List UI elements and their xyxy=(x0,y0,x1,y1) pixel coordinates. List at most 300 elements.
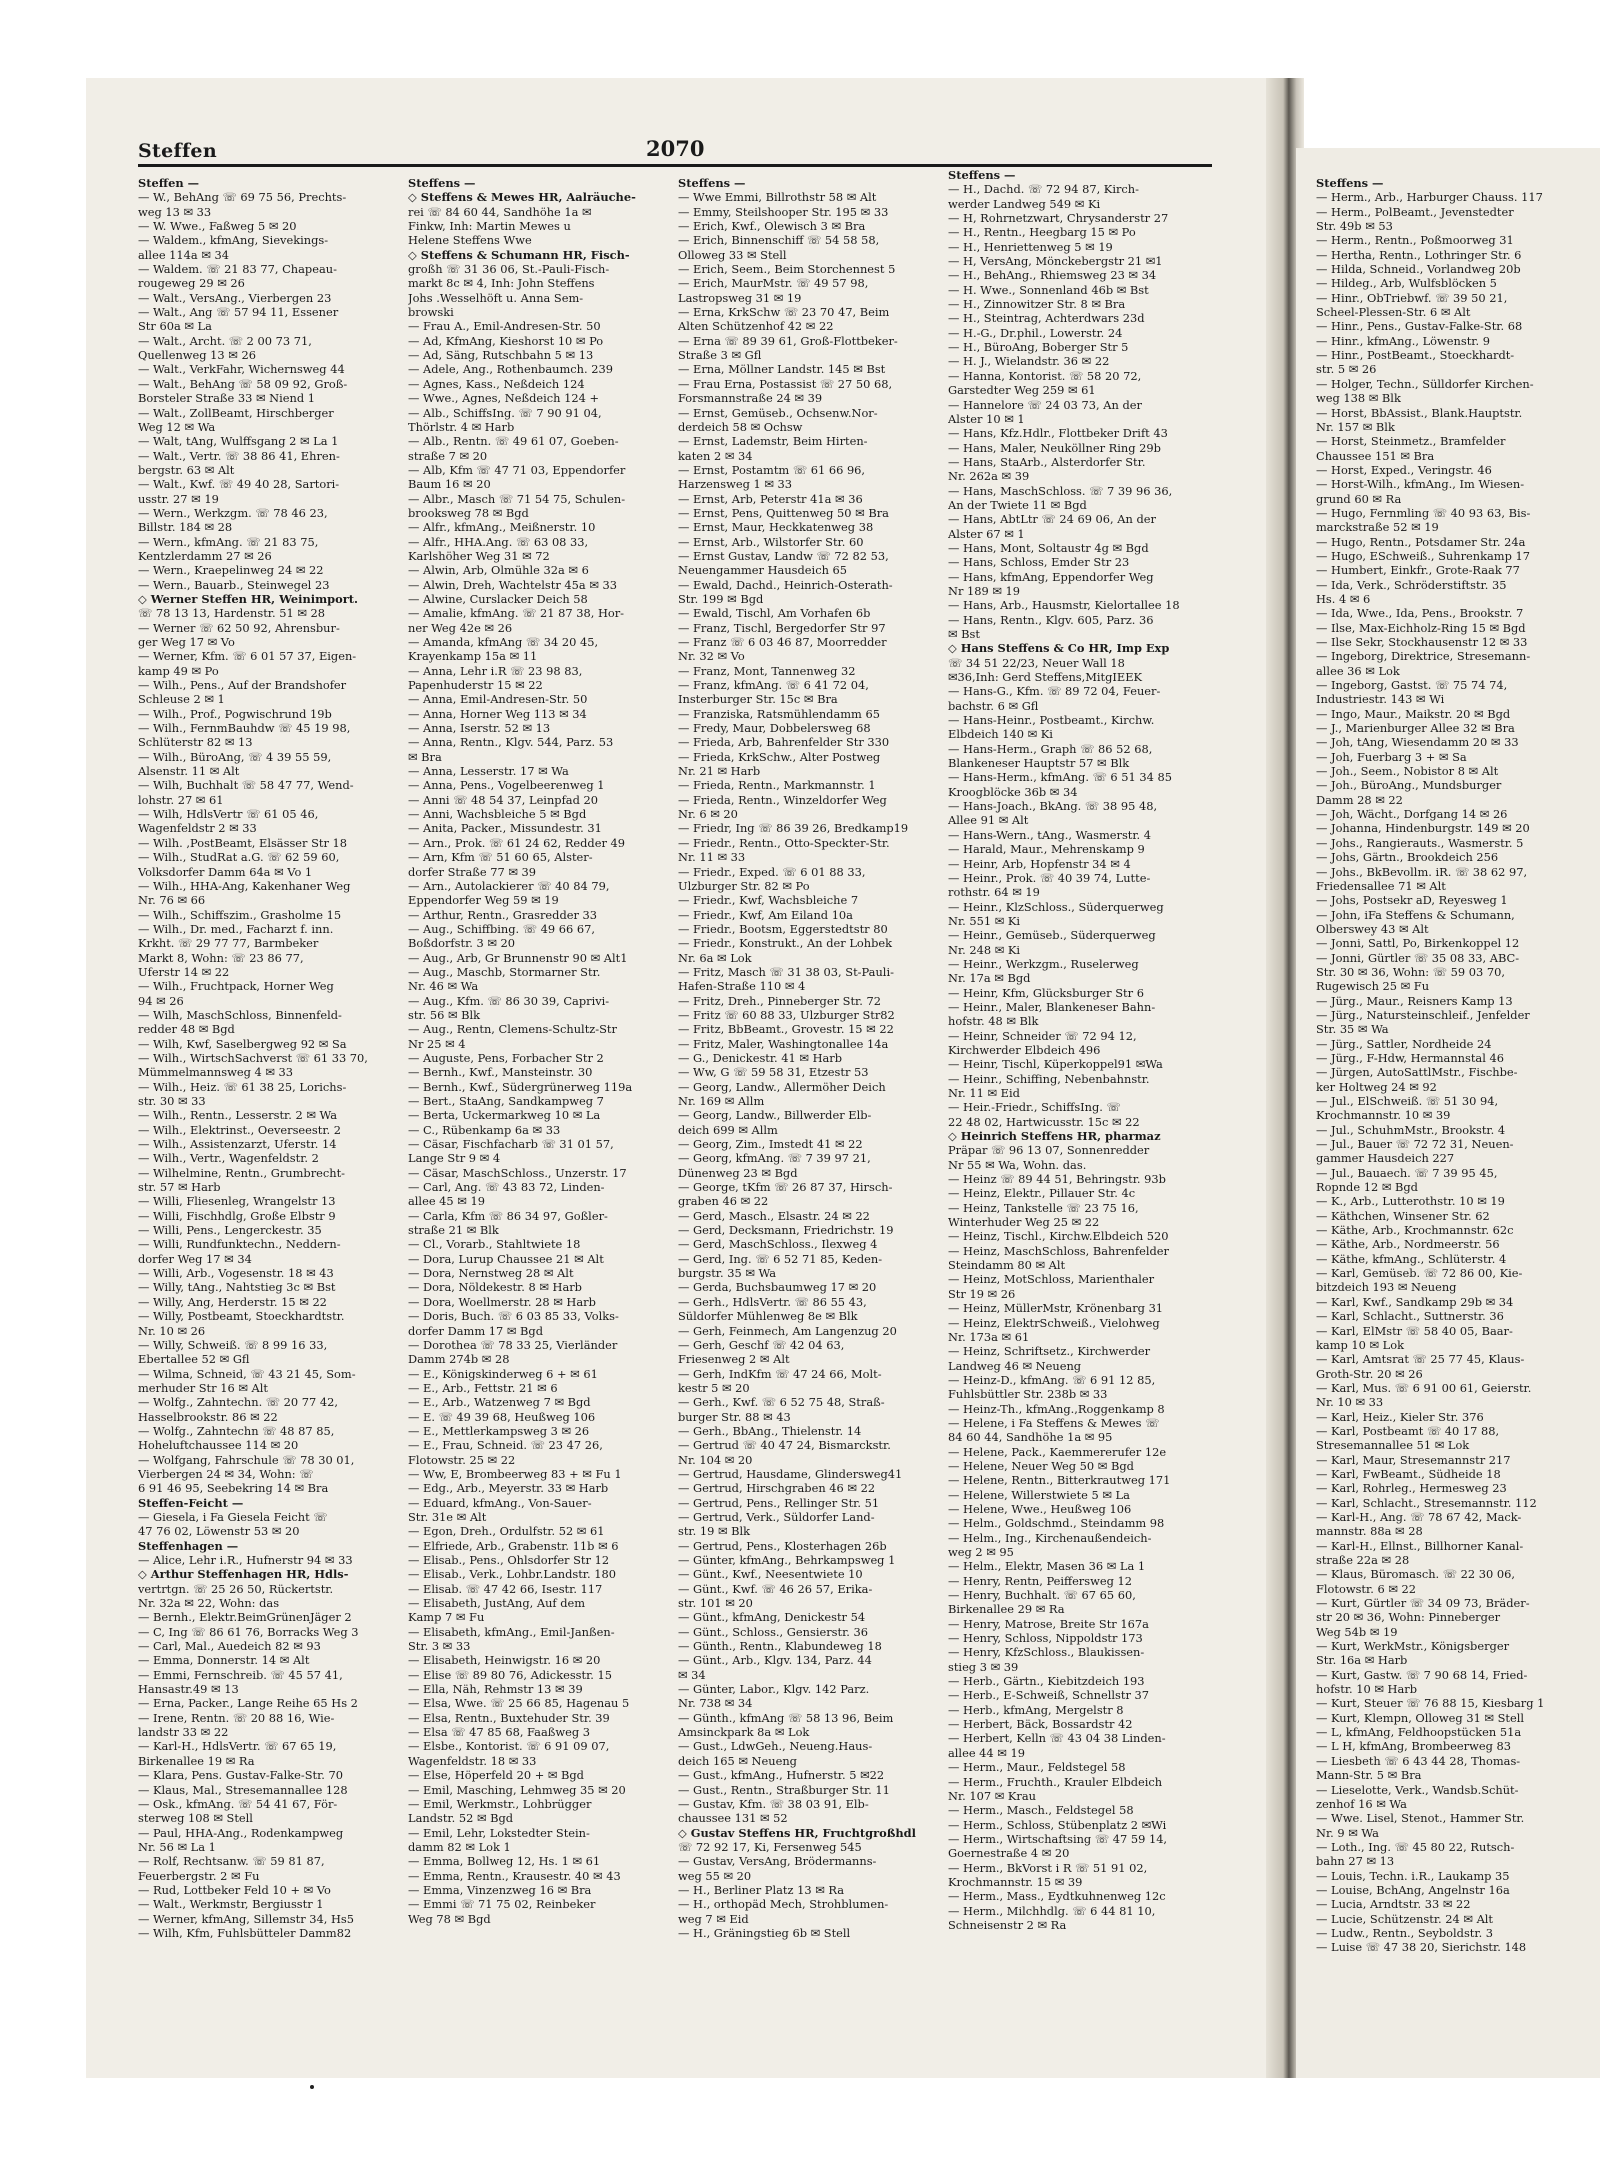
directory-line: Chaussee 151 ✉ Bra xyxy=(1316,448,1435,463)
directory-line: — H, VersAng, Mönckebergstr 21 ✉1 xyxy=(948,254,1163,269)
directory-line: — Wilhelmine, Rentn., Grumbrecht- xyxy=(138,1165,346,1180)
directory-line: — Emil, Werkmstr., Lohbrügger xyxy=(408,1796,592,1811)
directory-line: — Gust., LdwGeh., Neueng.Haus- xyxy=(678,1739,873,1754)
directory-line: — Alwine, Curslacker Deich 58 xyxy=(408,591,588,606)
directory-line: — H., Rentn., Heegbarg 15 ✉ Po xyxy=(948,225,1136,240)
directory-line: — Frieda, KrkSchw., Alter Postweg xyxy=(678,749,881,764)
directory-line: — Gerd, Masch., Elsastr. 24 ✉ 22 xyxy=(678,1208,870,1223)
directory-line: Nr. 551 ✉ Ki xyxy=(948,913,1021,928)
directory-line: Winterhuder Weg 25 ✉ 22 xyxy=(948,1215,1100,1230)
directory-line: bachstr. 6 ✉ Gfl xyxy=(948,698,1039,713)
directory-line: Präpar ☏ 96 13 07, Sonnenredder xyxy=(948,1143,1150,1158)
directory-line: weg 7 ✉ Eid xyxy=(678,1911,749,1926)
directory-line: Elbdeich 140 ✉ Ki xyxy=(948,727,1053,742)
directory-line: — Aug., Schiffbing. ☏ 49 66 67, xyxy=(408,921,595,936)
directory-line: — Heinz, MaschSchloss, Bahrenfelder xyxy=(948,1243,1169,1258)
directory-line: chaussee 131 ✉ 52 xyxy=(678,1811,788,1826)
directory-line: — Horst, Exped., Veringstr. 46 xyxy=(1316,462,1492,477)
directory-line: — Jürg., Maur., Reisners Kamp 13 xyxy=(1316,993,1513,1008)
directory-line: — Heinz, Schriftsetz., Kirchwerder xyxy=(948,1344,1151,1359)
directory-line: — Gerd, Ing. ☏ 6 52 71 85, Keden- xyxy=(678,1251,883,1266)
directory-line: katen 2 ✉ 34 xyxy=(678,448,753,463)
directory-line: — Hans-Herm., kfmAng. ☏ 6 51 34 85 xyxy=(948,770,1173,785)
directory-line: — Herm., Fruchth., Krauler Elbdeich xyxy=(948,1774,1163,1789)
directory-line: — Aug., Arb, Gr Brunnenstr 90 ✉ Alt1 xyxy=(408,950,628,965)
directory-line: — H., Henriettenweg 5 ✉ 19 xyxy=(948,239,1113,254)
directory-line: hofstr. 48 ✉ Blk xyxy=(948,1014,1039,1029)
directory-line: — Hans, Rentn., Klgv. 605, Parz. 36 xyxy=(948,612,1154,627)
directory-line: — Aug., Kfm. ☏ 86 30 39, Caprivi- xyxy=(408,993,610,1008)
directory-line: — H., Gräningstieg 6b ✉ Stell xyxy=(678,1925,851,1940)
directory-line: — Gust., kfmAng., Hufnerstr. 5 ✉22 xyxy=(678,1768,885,1783)
directory-line: Nr. 738 ✉ 34 xyxy=(678,1696,753,1711)
directory-line: — Jul., Bauer ☏ 72 72 31, Neuen- xyxy=(1316,1137,1514,1152)
directory-line: — Karl-H., Ang. ☏ 78 67 42, Mack- xyxy=(1316,1509,1522,1524)
directory-line: — Henry, Matrose, Breite Str 167a xyxy=(948,1616,1149,1631)
directory-line: — Gerh, Geschf ☏ 42 04 63, xyxy=(678,1337,845,1352)
directory-line: — Henry, Schloss, Nippoldstr 173 xyxy=(948,1631,1143,1646)
directory-line: Damm 274b ✉ 28 xyxy=(408,1352,510,1367)
directory-line: ger Weg 17 ✉ Vo xyxy=(138,635,235,649)
directory-line: — Heinz, ElektrSchweiß., Vielohweg xyxy=(948,1315,1160,1330)
page-header xyxy=(138,132,1212,166)
directory-line: — Emmi, Fernschreib. ☏ 45 57 41, xyxy=(138,1667,343,1682)
directory-line: — Wilma, Schneid, ☏ 43 21 45, Som- xyxy=(138,1366,356,1381)
directory-line: lohstr. 27 ✉ 61 xyxy=(138,792,224,807)
directory-line: — Franz ☏ 6 03 46 87, Moorredder xyxy=(678,635,887,649)
directory-line: — Frieda, Arb, Bahrenfelder Str 330 xyxy=(678,735,890,750)
directory-line: grund 60 ✉ Ra xyxy=(1316,491,1402,506)
directory-line: — Günth., Rentn., Klabundeweg 18 xyxy=(678,1639,882,1654)
directory-line: — Louise, BchAng, Angelnstr 16a xyxy=(1316,1882,1510,1897)
directory-line: — Herm., Rentn., Poßmoorweg 31 xyxy=(1316,233,1514,248)
directory-line: — Dora, Nöldekestr. 8 ✉ Harb xyxy=(408,1280,582,1295)
directory-line: ◇ Heinrich Steffens HR, pharmaz xyxy=(948,1129,1161,1144)
directory-line: — Fredy, Maur, Dobbelersweg 68 xyxy=(678,721,871,736)
directory-line: — Wern., Bauarb., Steinwegel 23 xyxy=(138,577,330,592)
directory-line: — Elsa, Wwe. ☏ 25 66 85, Hagenau 5 xyxy=(408,1696,630,1711)
directory-line: — Wilh, Kwf, Saselbergweg 92 ✉ Sa xyxy=(138,1036,347,1051)
directory-line: — Willy, Schweiß. ☏ 8 99 16 33, xyxy=(138,1337,328,1352)
directory-line: — Karl, Rohrleg., Hermesweg 23 xyxy=(1316,1481,1507,1496)
directory-line: — Wolfgang, Fahrschule ☏ 78 30 01, xyxy=(138,1452,355,1467)
directory-line: — Helene, i Fa Steffens & Mewes ☏ xyxy=(948,1415,1160,1430)
directory-line: — Käthe, Arb., Nordmeerstr. 56 xyxy=(1316,1237,1500,1252)
directory-line: — Doris, Buch. ☏ 6 03 85 33, Volks- xyxy=(408,1309,619,1324)
directory-line: — Anna, Lehr i.R ☏ 23 98 83, xyxy=(408,663,583,678)
directory-line: ker Holtweg 24 ✉ 92 xyxy=(1316,1079,1437,1094)
directory-line: — H., orthopäd Mech, Strohblumen- xyxy=(678,1897,889,1912)
directory-line: — Elfriede, Arb., Grabenstr. 11b ✉ 6 xyxy=(408,1538,619,1553)
directory-line: Mann-Str. 5 ✉ Bra xyxy=(1316,1768,1422,1783)
directory-line: Rugewisch 25 ✉ Fu xyxy=(1316,979,1430,994)
directory-line: — Günt., Schloss., Gensierstr. 36 xyxy=(678,1624,868,1639)
directory-line: — Willy, tAng., Nahtstieg 3c ✉ Bst xyxy=(138,1280,336,1295)
directory-line: — Anni, Wachsbleiche 5 ✉ Bgd xyxy=(408,807,587,822)
directory-line: weg 13 ✉ 33 xyxy=(138,204,212,219)
directory-line: — Aug., Maschb, Stormarner Str. xyxy=(408,964,601,979)
directory-line: Nr. 169 ✉ Allm xyxy=(678,1094,765,1108)
directory-line: Feuerbergstr. 2 ✉ Fu xyxy=(138,1868,260,1883)
directory-line: — Heinr, Arb, Hopfenstr 34 ✉ 4 xyxy=(948,856,1131,871)
directory-line: — Hinr., ObTriebwf. ☏ 39 50 21, xyxy=(1316,290,1508,305)
directory-line: — W., BehAng ☏ 69 75 56, Prechts- xyxy=(138,190,347,205)
directory-line: — H. J., Wielandstr. 36 ✉ 22 xyxy=(948,354,1110,369)
directory-line: — Günt., kfmAng, Denickestr 54 xyxy=(678,1610,866,1625)
directory-line: — Heir.-Friedr., SchiffsIng. ☏ xyxy=(948,1100,1121,1115)
directory-line: — Hans-Herm., Graph ☏ 86 52 68, xyxy=(948,741,1153,756)
directory-line: ✉ 34 xyxy=(678,1667,706,1682)
directory-line: Nr. 173a ✉ 61 xyxy=(948,1329,1030,1344)
directory-line: — Karl, Mus. ☏ 6 91 00 61, Geierstr. xyxy=(1316,1380,1532,1395)
directory-line: — Kurt, Steuer ☏ 76 88 15, Kiesbarg 1 xyxy=(1316,1696,1545,1711)
directory-line: Volksdorfer Damm 64a ✉ Vo 1 xyxy=(138,864,313,879)
directory-line: — Wilh., Pens., Auf der Brandshofer xyxy=(138,678,347,693)
directory-line: — Heinz, MüllerMstr, Krönenbarg 31 xyxy=(948,1301,1164,1316)
directory-line: Friesenweg 2 ✉ Alt xyxy=(678,1352,790,1367)
directory-line: graben 46 ✉ 22 xyxy=(678,1194,769,1209)
directory-line: — Hugo, Fernmling ☏ 40 93 63, Bis- xyxy=(1316,505,1531,520)
directory-line: — Karl, Heiz., Kieler Str. 376 xyxy=(1316,1409,1484,1424)
directory-line: 6 91 46 95, Seebekring 14 ✉ Bra xyxy=(138,1481,329,1496)
directory-line: — Hans, MaschSchloss. ☏ 7 39 96 36, xyxy=(948,483,1173,498)
directory-line: — Werner ☏ 62 50 92, Ahrensbur- xyxy=(138,620,340,635)
directory-line: allee 114a ✉ 34 xyxy=(138,247,229,262)
directory-line: weg 55 ✉ 20 xyxy=(678,1868,752,1883)
ink-speck xyxy=(310,2085,314,2089)
directory-line: Krkht. ☏ 29 77 77, Barmbeker xyxy=(138,936,319,951)
directory-line: — Karl, Postbeamt ☏ 40 17 88, xyxy=(1316,1423,1500,1438)
directory-line: ☏ 34 51 22/23, Neuer Wall 18 xyxy=(948,655,1125,670)
directory-line: — Arn., Autolackierer ☏ 40 84 79, xyxy=(408,878,610,893)
directory-line: — Cäsar, Fischfacharb ☏ 31 01 57, xyxy=(408,1137,614,1152)
directory-line: — Heinr., Prok. ☏ 40 39 74, Lutte- xyxy=(948,870,1151,885)
directory-line: Nr. 11 ✉ Eid xyxy=(948,1086,1020,1100)
directory-line: — Johs, Gärtn., Brookdeich 256 xyxy=(1316,850,1499,865)
directory-line: — Fritz, Masch ☏ 31 38 03, St-Pauli- xyxy=(678,964,894,979)
directory-line: Nr. 104 ✉ 20 xyxy=(678,1452,753,1467)
directory-line: — Johs., BkBevollm. iR. ☏ 38 62 97, xyxy=(1316,864,1528,879)
directory-line: — Wolfg., Zahntechn ☏ 48 87 85, xyxy=(138,1423,335,1438)
directory-line: — Ingeborg, Gastst. ☏ 75 74 74, xyxy=(1316,678,1508,693)
directory-line: — Karl, Gemüseb. ☏ 72 86 00, Kie- xyxy=(1316,1266,1523,1281)
directory-line: Steffens — xyxy=(678,176,746,190)
directory-line: — Hinr., kfmAng., Löwenstr. 9 xyxy=(1316,333,1490,348)
directory-line: Krochmannstr. 15 ✉ 39 xyxy=(948,1874,1083,1889)
directory-line: — Joh, tAng, Wiesendamm 20 ✉ 33 xyxy=(1316,735,1519,750)
directory-line: Amsinckpark 8a ✉ Lok xyxy=(678,1725,810,1740)
directory-line: — Holger, Techn., Sülldorfer Kirchen- xyxy=(1316,376,1534,391)
directory-line: Nr. 46 ✉ Wa xyxy=(408,979,479,994)
directory-line: Weg 78 ✉ Bgd xyxy=(408,1911,491,1926)
directory-line: Weg 54b ✉ 19 xyxy=(1316,1624,1398,1639)
directory-line: Johs .Wesselhöft u. Anna Sem- xyxy=(408,290,584,305)
directory-line: — Wern., Werkzgm. ☏ 78 46 23, xyxy=(138,505,328,520)
directory-line: — Gerh., BbAng., Thielenstr. 14 xyxy=(678,1423,862,1438)
directory-line: — H, Rohrnetzwart, Chrysanderstr 27 xyxy=(948,211,1169,226)
directory-line: Steffen — xyxy=(138,176,199,190)
directory-line: Hoheluftchaussee 114 ✉ 20 xyxy=(138,1438,299,1453)
directory-line: — H., Berliner Platz 13 ✉ Ra xyxy=(678,1882,844,1897)
directory-line: — Waldem., kfmAng, Sievekings- xyxy=(138,233,329,248)
directory-column-5 xyxy=(1316,176,1600,1966)
directory-line: — Georg, Landw., Billwerder Elb- xyxy=(678,1108,872,1123)
directory-line: ◇ Gustav Steffens HR, Fruchtgroßhdl xyxy=(678,1825,916,1840)
directory-line: — Herm., Masch., Feldstegel 58 xyxy=(948,1803,1134,1818)
header-rule xyxy=(138,164,1212,167)
directory-line: — Heinz-D., kfmAng. ☏ 6 91 12 85, xyxy=(948,1372,1156,1387)
directory-line: Krayenkamp 15a ✉ 11 xyxy=(408,649,538,664)
directory-line: — Elsbe., Kontorist. ☏ 6 91 09 07, xyxy=(408,1739,610,1754)
directory-line: — Elisabeth, Heinwigstr. 16 ✉ 20 xyxy=(408,1653,601,1668)
directory-line: — Lieselotte, Verk., Wandsb.Schüt- xyxy=(1316,1782,1519,1797)
directory-line: — Joh, Fuerbarg 3 + ✉ Sa xyxy=(1316,749,1467,764)
directory-line: burger Str. 88 ✉ 43 xyxy=(678,1409,791,1424)
directory-line: — Ww, E, Brombeerweg 83 + ✉ Fu 1 xyxy=(408,1466,622,1481)
directory-line: — Wilh., Rentn., Lesserstr. 2 ✉ Wa xyxy=(138,1108,338,1123)
directory-line: Lastropsweg 31 ✉ 19 xyxy=(678,290,802,305)
directory-line: — Harald, Maur., Mehrenskamp 9 xyxy=(948,842,1145,857)
directory-line: Hasselbrookstr. 86 ✉ 22 xyxy=(138,1409,278,1424)
directory-line: — Georg, kfmAng. ☏ 7 39 97 21, xyxy=(678,1151,871,1166)
directory-line: — Friedr, Ing ☏ 86 39 26, Bredkamp19 xyxy=(678,821,909,836)
directory-line: — Heinz, MotSchloss, Marienthaler xyxy=(948,1272,1155,1287)
directory-line: — Jonni, Sattl, Po, Birkenkoppel 12 xyxy=(1316,936,1520,951)
directory-line: — E., Mettlerkampsweg 3 ✉ 26 xyxy=(408,1423,590,1438)
directory-line: — Helene, Rentn., Bitterkrautweg 171 xyxy=(948,1473,1171,1488)
directory-line: — Joh., BüroAng., Mundsburger xyxy=(1316,778,1502,793)
directory-line: — Herm., Schloss, Stübenplatz 2 ✉Wi xyxy=(948,1817,1167,1832)
directory-line: — E., Frau, Schneid. ☏ 23 47 26, xyxy=(408,1438,603,1453)
directory-line: — Gerd, Decksmann, Friedrichstr. 19 xyxy=(678,1223,894,1238)
directory-line: ner Weg 42e ✉ 26 xyxy=(408,620,513,635)
directory-line: Goernestraße 4 ✉ 20 xyxy=(948,1846,1070,1861)
directory-line: — H.-G., Dr.phil., Lowerstr. 24 xyxy=(948,325,1123,340)
directory-line: — E. ☏ 49 39 68, Heußweg 106 xyxy=(408,1409,596,1424)
directory-line: — Herbert, Bäck, Bossardstr 42 xyxy=(948,1717,1133,1732)
directory-line: Uferstr 14 ✉ 22 xyxy=(138,964,230,979)
directory-line: — Wilh, MaschSchloss, Binnenfeld- xyxy=(138,1007,342,1022)
directory-line: — Wilh, Buchhalt ☏ 58 47 77, Wend- xyxy=(138,778,354,793)
directory-line: — Herm., Arb., Harburger Chauss. 117 xyxy=(1316,190,1543,205)
directory-line: — Klaus, Büromasch. ☏ 22 30 06, xyxy=(1316,1567,1515,1582)
directory-line: — Helm., Ing., Kirchenaußendeich- xyxy=(948,1530,1152,1545)
directory-line: — Hildeg., Arb, Wulfsblöcken 5 xyxy=(1316,276,1497,291)
directory-line: — Gerh., HdlsVertr. ☏ 86 55 43, xyxy=(678,1294,867,1309)
directory-line: — Herb., Gärtn., Kiebitzdeich 193 xyxy=(948,1674,1145,1689)
directory-line: — Bert., StaAng, Sandkampweg 7 xyxy=(408,1094,604,1108)
directory-line: — Emmi ☏ 71 75 02, Reinbeker xyxy=(408,1897,596,1912)
directory-line: — Kurt, Klempn, Olloweg 31 ✉ Stell xyxy=(1316,1710,1525,1725)
directory-line: — Frau Erna, Postassist ☏ 27 50 68, xyxy=(678,376,893,391)
directory-line: — Wilh., FernmBauhdw ☏ 45 19 98, xyxy=(138,721,351,736)
directory-line: Nr. 76 ✉ 66 xyxy=(138,893,206,908)
directory-line: Vierbergen 24 ✉ 34, Wohn: ☏ xyxy=(138,1466,314,1481)
directory-line: — Hannelore ☏ 24 03 73, An der xyxy=(948,397,1142,412)
directory-line: weg 2 ✉ 95 xyxy=(948,1545,1014,1559)
directory-line: Ebertallee 52 ✉ Gfl xyxy=(138,1352,250,1367)
directory-line: Schlüterstr 82 ✉ 13 xyxy=(138,735,253,750)
directory-line: — Franz, Mont, Tannenweg 32 xyxy=(678,663,856,678)
directory-line: — Heinz-Th., kfmAng.,Roggenkamp 8 xyxy=(948,1401,1165,1416)
directory-line: — Käthchen, Winsener Str. 62 xyxy=(1316,1208,1490,1223)
directory-line: Alster 67 ✉ 1 xyxy=(948,526,1025,541)
directory-line: Hs. 4 ✉ 6 xyxy=(1316,591,1371,606)
directory-line: — Liesbeth ☏ 6 43 44 28, Thomas- xyxy=(1316,1753,1521,1768)
directory-line: str. 101 ✉ 20 xyxy=(678,1596,753,1611)
directory-line: — Heinr., Maler, Blankeneser Bahn- xyxy=(948,999,1156,1014)
directory-line: — Waldem. ☏ 21 83 77, Chapeau- xyxy=(138,262,337,277)
directory-line: Str. 31e ✉ Alt xyxy=(408,1509,487,1524)
directory-line: — Johs., Rangierauts., Wasmerstr. 5 xyxy=(1316,835,1524,850)
directory-line: Alten Schützenhof 42 ✉ 22 xyxy=(678,319,834,334)
directory-line: 22 48 02, Hartwicusstr. 15c ✉ 22 xyxy=(948,1114,1140,1129)
directory-line: — Helene, Willerstwiete 5 ✉ La xyxy=(948,1487,1130,1502)
directory-line: — Ernst, Pens, Quittenweg 50 ✉ Bra xyxy=(678,505,889,520)
directory-line: — Franz, Tischl, Bergedorfer Str 97 xyxy=(678,620,886,635)
directory-line: Steffen-Feicht — xyxy=(138,1495,244,1510)
directory-line: — Wolfg., Zahntechn. ☏ 20 77 42, xyxy=(138,1395,339,1410)
directory-line: — Willi, Rundfunktechn., Neddern- xyxy=(138,1237,341,1252)
directory-line: — Wwe. Lisel, Stenot., Hammer Str. xyxy=(1316,1811,1525,1826)
directory-line: Straße 3 ✉ Gfl xyxy=(678,348,762,363)
directory-line: — Ernst, Gemüseb., Ochsenw.Nor- xyxy=(678,405,878,420)
directory-line: — Hans, kfmAng, Eppendorfer Weg xyxy=(948,569,1154,584)
directory-line: — H., Dachd. ☏ 72 94 87, Kirch- xyxy=(948,182,1139,197)
directory-line: Ulzburger Str. 82 ✉ Po xyxy=(678,878,810,893)
directory-line: — Willi, Arb., Vogesenstr. 18 ✉ 43 xyxy=(138,1266,334,1281)
directory-line: — Bernh., Kwf., Mansteinstr. 30 xyxy=(408,1065,593,1080)
directory-line: — Henry, KfzSchloss., Blaukissen- xyxy=(948,1645,1145,1660)
directory-line: — Hinr., PostBeamt., Stoeckhardt- xyxy=(1316,348,1515,363)
directory-line: kestr 5 ✉ 20 xyxy=(678,1380,750,1395)
directory-line: — Hugo, ESchweiß., Suhrenkamp 17 xyxy=(1316,548,1531,563)
directory-line: — Gertrud, Pens., Klosterhagen 26b xyxy=(678,1538,887,1553)
directory-line: — Ernst, Postamtm ☏ 61 66 96, xyxy=(678,462,866,477)
directory-line: bahn 27 ✉ 13 xyxy=(1316,1854,1395,1869)
directory-line: — Hinr., Pens., Gustav-Falke-Str. 68 xyxy=(1316,319,1523,334)
directory-line: dorfer Straße 77 ✉ 39 xyxy=(408,864,536,879)
directory-line: — Herm., Mass., Eydtkuhnenweg 12c xyxy=(948,1889,1166,1904)
directory-line: Hansastr.49 ✉ 13 xyxy=(138,1682,239,1697)
directory-line: Groth-Str. 20 ✉ 26 xyxy=(1316,1366,1423,1381)
directory-line: Schneisenstr 2 ✉ Ra xyxy=(948,1917,1067,1932)
directory-line: — Dora, Lurup Chaussee 21 ✉ Alt xyxy=(408,1251,604,1266)
directory-line: — Walt., ZollBeamt, Hirschberger xyxy=(138,405,334,420)
directory-line: — Ernst, Maur, Heckkatenweg 38 xyxy=(678,520,874,535)
directory-line: — Heinr., Werkzgm., Ruselerweg xyxy=(948,956,1139,971)
directory-line: str. 56 ✉ Blk xyxy=(408,1007,481,1022)
directory-line: — Gertrud, Hausdame, Glindersweg41 xyxy=(678,1466,903,1481)
directory-line: — Klaus, Mal., Stresemannallee 128 xyxy=(138,1782,348,1797)
directory-line: werder Landweg 549 ✉ Ki xyxy=(948,196,1101,211)
directory-line: — Wilh., HHA-Ang, Kakenhaner Weg xyxy=(138,878,351,893)
directory-line: — W. Wwe., Faßweg 5 ✉ 20 xyxy=(138,219,297,234)
directory-line: — Anna, Lesserstr. 17 ✉ Wa xyxy=(408,764,569,779)
directory-line: — Carl, Ang. ☏ 43 83 72, Linden- xyxy=(408,1180,605,1195)
directory-line: — Henry, Rentn, Peiffersweg 12 xyxy=(948,1573,1132,1588)
directory-line: — Walt., Kwf. ☏ 49 40 28, Sartori- xyxy=(138,477,340,492)
directory-line: Industriestr. 143 ✉ Wi xyxy=(1316,692,1445,707)
directory-line: bitzdeich 193 ✉ Neueng xyxy=(1316,1280,1457,1295)
directory-line: — Paul, HHA-Ang., Rodenkampweg xyxy=(138,1825,344,1840)
directory-line: — Gertrud, Verk., Süldorfer Land- xyxy=(678,1509,875,1524)
directory-line: — Herbert, Kelln ☏ 43 04 38 Linden- xyxy=(948,1731,1166,1746)
directory-line: — Osk., kfmAng. ☏ 54 41 67, För- xyxy=(138,1796,338,1811)
directory-line: 84 60 44, Sandhöhe 1a ✉ 95 xyxy=(948,1430,1113,1445)
directory-line: — Wilh., Elektrinst., Oeverseestr. 2 xyxy=(138,1122,342,1137)
directory-line: — Wilh, Kfm, Fuhlsbütteler Damm82 xyxy=(138,1925,352,1940)
directory-line: — Alb., SchiffsIng. ☏ 7 90 91 04, xyxy=(408,405,602,420)
directory-line: — Kurt, Gürtler ☏ 34 09 73, Bräder- xyxy=(1316,1596,1530,1611)
directory-line: — Elisabeth, JustAng, Auf dem xyxy=(408,1596,586,1611)
directory-line: — Heinr, Schneider ☏ 72 94 12, xyxy=(948,1028,1137,1043)
directory-line: — Ad, Säng, Rutschbahn 5 ✉ 13 xyxy=(408,348,594,363)
directory-line: Kirchwerder Elbdeich 496 xyxy=(948,1042,1101,1057)
directory-line: — Erich, Binnenschiff ☏ 54 58 58, xyxy=(678,233,880,248)
directory-line: — Hanna, Kontorist. ☏ 58 20 72, xyxy=(948,368,1142,383)
directory-line: Nr. 107 ✉ Krau xyxy=(948,1788,1037,1803)
directory-line: — Walt., VerkFahr, Wichernsweg 44 xyxy=(138,362,345,377)
directory-line: str 20 ✉ 36, Wohn: Pinneberger xyxy=(1316,1610,1501,1625)
directory-line: — Friedr., Kwf, Am Eiland 10a xyxy=(678,907,853,922)
directory-line: — Ilse, Max-Eichholz-Ring 15 ✉ Bgd xyxy=(1316,620,1526,635)
directory-line: — Wern., kfmAng. ☏ 21 83 75, xyxy=(138,534,319,549)
directory-line: — Egon, Dreh., Ordulfstr. 52 ✉ 61 xyxy=(408,1524,605,1539)
directory-line: Landweg 46 ✉ Neueng xyxy=(948,1358,1082,1373)
directory-line: — Heinr., KlzSchloss., Süderquerweg xyxy=(948,899,1164,914)
directory-line: — Fritz, BbBeamt., Grovestr. 15 ✉ 22 xyxy=(678,1022,894,1037)
directory-line: — Emil, Lehr, Lokstedter Stein- xyxy=(408,1825,590,1840)
directory-line: — Emmy, Steilshooper Str. 195 ✉ 33 xyxy=(678,204,889,219)
directory-line: allee 36 ✉ Lok xyxy=(1316,663,1400,678)
directory-line: Nr. 6 ✉ 20 xyxy=(678,807,738,822)
directory-line: — L H, kfmAng, Brombeerweg 83 xyxy=(1316,1739,1511,1754)
directory-line: — Ludw., Rentn., Seyboldstr. 3 xyxy=(1316,1925,1494,1940)
directory-line: — Joh, Wächt., Dorfgang 14 ✉ 26 xyxy=(1316,807,1508,822)
directory-line: deich 699 ✉ Allm xyxy=(678,1122,778,1137)
directory-line: Nr. 10 ✉ 26 xyxy=(138,1323,206,1338)
directory-line: — Wilh., Schiffszim., Grasholme 15 xyxy=(138,907,342,922)
directory-line: Eppendorfer Weg 59 ✉ 19 xyxy=(408,893,559,908)
directory-column-2 xyxy=(408,176,673,1966)
directory-line: — Hans, Arb., Hausmstr, Kielortallee 18 xyxy=(948,598,1180,613)
directory-line: — Anna, Pens., Vogelbeerenweg 1 xyxy=(408,778,605,793)
directory-line: Steffens — xyxy=(408,176,476,190)
directory-line: — Anni ☏ 48 54 37, Leinpfad 20 xyxy=(408,792,598,807)
directory-line: damm 82 ✉ Lok 1 xyxy=(408,1839,511,1854)
directory-line: — Rud, Lottbeker Feld 10 + ✉ Vo xyxy=(138,1882,331,1897)
directory-line: — Elisab., Verk., Lohbr.Landstr. 180 xyxy=(408,1567,616,1582)
directory-line: redder 48 ✉ Bgd xyxy=(138,1022,235,1037)
directory-line: brooksweg 78 ✉ Bgd xyxy=(408,505,529,520)
directory-line: — Lucie, Schützenstr. 24 ✉ Alt xyxy=(1316,1911,1494,1926)
directory-line: — Agnes, Kass., Neßdeich 124 xyxy=(408,376,585,391)
directory-line: — Walt., Vertr. ☏ 38 86 41, Ehren- xyxy=(138,448,340,463)
directory-line: — Friedr., Bootsm, Eggerstedtstr 80 xyxy=(678,921,888,936)
directory-line: — Jürg., F-Hdw, Hermannstal 46 xyxy=(1316,1050,1504,1065)
directory-line: — Willi, Pens., Lengerckestr. 35 xyxy=(138,1223,322,1238)
directory-line: bergstr. 63 ✉ Alt xyxy=(138,462,235,477)
directory-line: Damm 28 ✉ 22 xyxy=(1316,792,1403,807)
directory-line: kamp 10 ✉ Lok xyxy=(1316,1337,1405,1352)
directory-line: Karlshöher Weg 31 ✉ 72 xyxy=(408,548,550,563)
directory-line: — Alwin, Dreh, Wachtelstr 45a ✉ 33 xyxy=(408,577,617,592)
directory-line: — Karl, Amtsrat ☏ 25 77 45, Klaus- xyxy=(1316,1352,1525,1367)
directory-line: — Willy, Postbeamt, Stoeckhardtstr. xyxy=(138,1309,345,1324)
directory-line: — Rolf, Rechtsanw. ☏ 59 81 87, xyxy=(138,1854,325,1869)
directory-line: — Gust., Rentn., Straßburger Str. 11 xyxy=(678,1782,890,1797)
